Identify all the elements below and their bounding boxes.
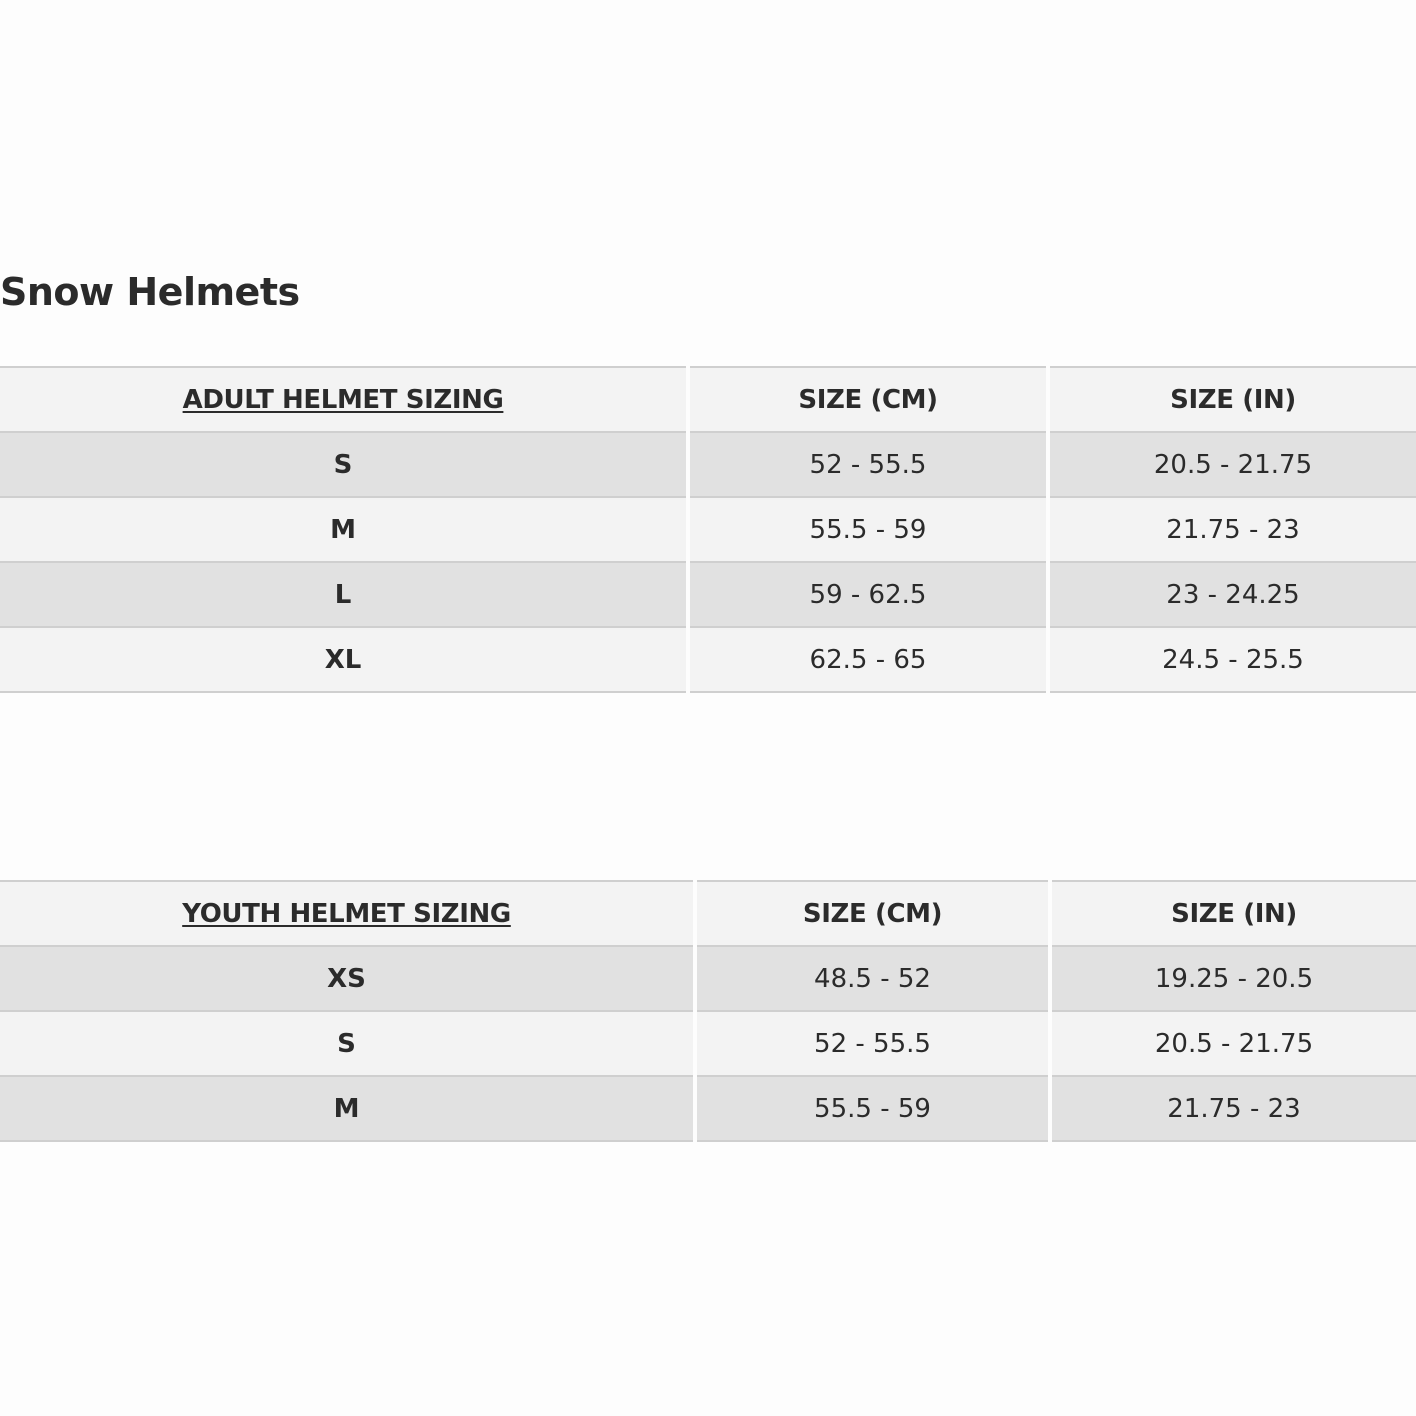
size-label: S — [0, 432, 688, 497]
size-in-value: 20.5 - 21.75 — [1050, 1011, 1416, 1076]
table-row — [0, 946, 1416, 1011]
table-row — [0, 497, 1416, 562]
adult-sizing-heading — [0, 367, 688, 432]
adult-sizing-heading-label: ADULT HELMET SIZING — [182, 384, 504, 415]
size-in-value: 21.75 - 23 — [1048, 497, 1416, 562]
youth-helmet-size-table — [0, 880, 1416, 1142]
size-cm-value: 59 - 62.5 — [688, 562, 1048, 627]
size-cm-heading: SIZE (CM) — [688, 367, 1048, 432]
size-label: L — [0, 562, 688, 627]
size-cm-value: 52 - 55.5 — [695, 1011, 1050, 1076]
size-cm-value: 52 - 55.5 — [688, 432, 1048, 497]
size-label: S — [0, 1011, 695, 1076]
table-header-row — [0, 881, 1416, 946]
size-cm-heading: SIZE (CM) — [695, 881, 1050, 946]
table-row — [0, 627, 1416, 692]
size-in-value: 20.5 - 21.75 — [1048, 432, 1416, 497]
size-in-value: 24.5 - 25.5 — [1048, 627, 1416, 692]
table-row — [0, 562, 1416, 627]
size-in-value: 23 - 24.25 — [1048, 562, 1416, 627]
table-row — [0, 1076, 1416, 1141]
size-label: M — [0, 497, 688, 562]
size-label: XS — [0, 946, 695, 1011]
size-cm-value: 48.5 - 52 — [695, 946, 1050, 1011]
size-in-heading: SIZE (IN) — [1048, 367, 1416, 432]
size-cm-value: 62.5 - 65 — [688, 627, 1048, 692]
size-in-value: 19.25 - 20.5 — [1050, 946, 1416, 1011]
adult-helmet-size-table — [0, 366, 1416, 693]
table-row — [0, 1011, 1416, 1076]
size-cm-value: 55.5 - 59 — [688, 497, 1048, 562]
table-row — [0, 432, 1416, 497]
youth-sizing-heading-label: YOUTH HELMET SIZING — [182, 898, 511, 929]
size-in-value: 21.75 - 23 — [1050, 1076, 1416, 1141]
size-label: M — [0, 1076, 695, 1141]
size-in-heading: SIZE (IN) — [1050, 881, 1416, 946]
page-title: Snow Helmets — [0, 270, 300, 314]
size-cm-value: 55.5 - 59 — [695, 1076, 1050, 1141]
youth-sizing-heading — [0, 881, 695, 946]
size-label: XL — [0, 627, 688, 692]
table-header-row — [0, 367, 1416, 432]
